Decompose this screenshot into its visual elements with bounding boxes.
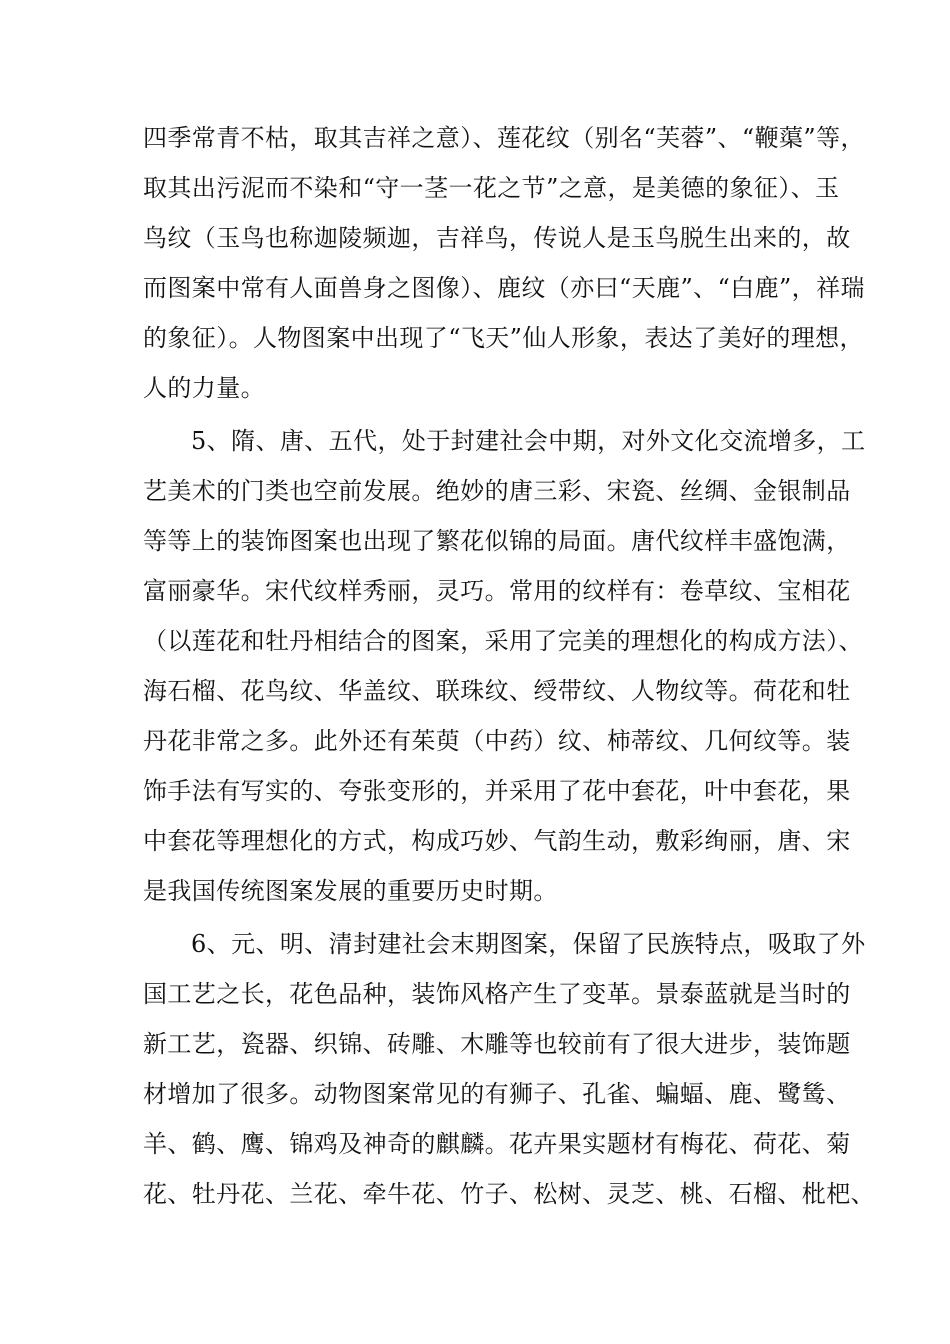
text-line: 是我国传统图案发展的重要历史时期。	[143, 877, 558, 905]
text-line: 丹花非常之多。此外还有茱萸（中药）纹、柿蒂纹、几何纹等。装	[143, 727, 851, 755]
text-line: 材增加了很多。动物图案常见的有狮子、孔雀、蝙蝠、鹿、鹭鸶、	[143, 1080, 851, 1108]
text-line: 人的力量。	[143, 374, 265, 402]
text-line: 四季常青不枯，取其吉祥之意）、莲花纹（别名“芙蓉”、“鞭蕖”等，	[143, 124, 865, 152]
text-line: 艺美术的门类也空前发展。绝妙的唐三彩、宋瓷、丝绸、金银制品	[143, 477, 851, 505]
paragraph-5-first-line: 5、隋、唐、五代，处于封建社会中期，对外文化交流增多，工	[191, 427, 866, 455]
text-line: （以莲花和牡丹相结合的图案，采用了完美的理想化的构成方法）、	[143, 627, 863, 655]
text-line: 取其出污泥而不染和“守一茎一花之节”之意，是美德的象征）、玉	[143, 174, 840, 202]
text-line: 等等上的装饰图案也出现了繁花似锦的局面。唐代纹样丰盛饱满，	[143, 527, 851, 555]
text-line: 羊、鹤、鹰、锦鸡及神奇的麒麟。花卉果实题材有梅花、荷花、菊	[143, 1130, 851, 1158]
text-line: 饰手法有写实的、夸张变形的，并采用了花中套花，叶中套花，果	[143, 777, 851, 805]
text-line: 新工艺，瓷器、织锦、砖雕、木雕等也较前有了很大进步，装饰题	[143, 1030, 851, 1058]
text-line: 海石榴、花鸟纹、华盖纹、联珠纹、绶带纹、人物纹等。荷花和牡	[143, 677, 851, 705]
text-line: 中套花等理想化的方式，构成巧妙、气韵生动，敷彩绚丽，唐、宋	[143, 827, 851, 855]
text-line: 而图案中常有人面兽身之图像）、鹿纹（亦曰“天鹿”、“白鹿”，祥瑞	[143, 274, 865, 302]
text-line: 国工艺之长，花色品种，装饰风格产生了变革。景泰蓝就是当时的	[143, 980, 851, 1008]
paragraph-6-first-line: 6、元、明、清封建社会末期图案，保留了民族特点，吸取了外	[191, 930, 866, 958]
text-line: 花、牡丹花、兰花、牵牛花、竹子、松树、灵芝、桃、石榴、枇杷、	[143, 1180, 875, 1208]
text-line: 富丽豪华。宋代纹样秀丽，灵巧。常用的纹样有：卷草纹、宝相花	[143, 577, 851, 605]
text-line: 鸟纹（玉鸟也称迦陵频迦，吉祥鸟，传说人是玉鸟脱生出来的，故	[143, 224, 851, 252]
text-line: 的象征）。人物图案中出现了“飞天”仙人形象，表达了美好的理想，	[143, 324, 864, 352]
